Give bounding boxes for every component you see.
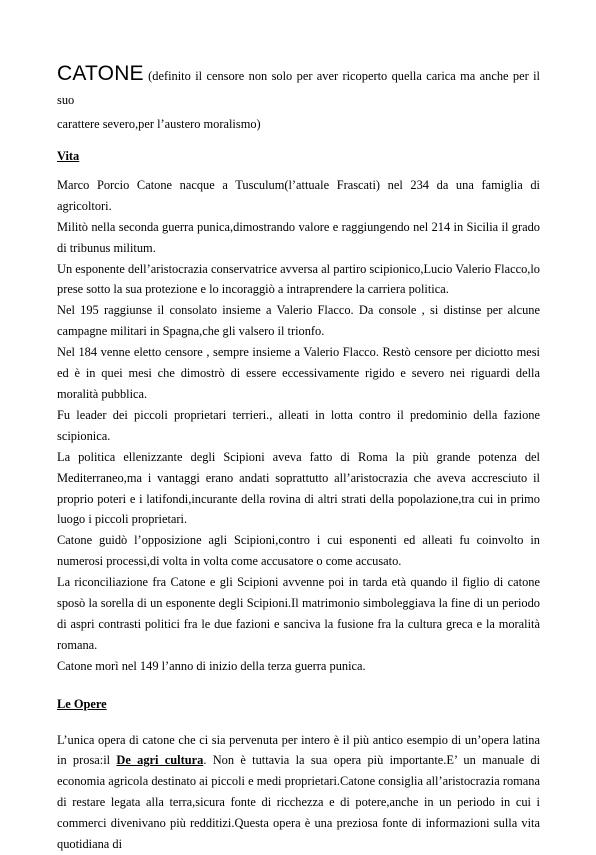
paragraph: Fu leader dei piccoli proprietari terrieri., alleati in lotta contro il predominio della fazione scipionica. [57, 407, 540, 443]
section-heading-vita: Vita [57, 149, 80, 163]
paragraph: Militò nella seconda guerra punica,dimostrando valore e raggiungendo nel 214 in Sicilia il grado di tribunus militum. [57, 219, 540, 255]
paragraph: La riconciliazione fra Catone e gli Scipioni avvenne poi in tarda età quando il figlio di catone sposò la sorella di un esponente degli Scipioni.Il matrimonio simboleggiava la fine di un periodo di aspri contrasti politici fra le due fazioni e sanciva la fusione fra la cultura greca e la moralità romana. [57, 575, 540, 652]
paragraph: Nel 195 raggiunse il consolato insieme a Valerio Flacco. Da console , si distinse per alcune campagne militari in Spagna,che gli valsero il trionfo. [57, 303, 540, 339]
section-opere [57, 730, 540, 855]
paragraph: Nel 184 venne eletto censore , sempre insieme a Valerio Flacco. Restò censore per diciotto mesi ed è in quei mesi che dimostrò di essere eccessivamente rigido e severo nei riguardi della moralità pubblica. [57, 345, 540, 401]
paragraph: La politica ellenizzante degli Scipioni aveva fatto di Roma la più grande potenza del Mediterraneo,ma i vantaggi erano andati soprattutto all’aristocrazia che aveva accresciuto il proprio poteri e i latifondi,incurante della rovina di altri strati della popolazione,tra cui in primo luogo i piccoli proprietari. [57, 449, 540, 527]
work-title: De agri cultura [116, 753, 204, 768]
paragraph: Catone guidò l’opposizione agli Scipioni,contro i cui esponenti ed alleati fu coinvolto in numerosi processi,di volta in volta come accusatore o come accusato. [57, 533, 540, 569]
title-line [57, 62, 540, 112]
title-note-continued: carattere severo,per l’austero moralismo) [57, 117, 261, 131]
page-title: CATONE [57, 62, 144, 85]
paragraph: Un esponente dell’aristocrazia conservatrice avversa al partiro scipionico,Lucio Valerio Flacco,lo prese sotto la sua protezione e lo incoraggiò a intraprendere la carriera politica. [57, 261, 540, 297]
section-vita [57, 175, 540, 677]
section-heading-opere: Le Opere [57, 696, 107, 711]
opere-text-after: . Non è tuttavia la sua opera più importante.E’ un manuale di economia agricola destinato ai piccoli e medi proprietari.Catone consiglia all’aristocrazia romana di restare legata alla terra,sicura fonte di ricchezza e di potere,anche in un periodo in cui i commerci divenivano più redditizi.Questa opera è una preziosa fonte di informazioni sulla vita quotidiana di [57, 753, 541, 852]
document-page [57, 62, 540, 855]
opere-text-before: L’unica opera di catone che ci sia pervenuta per intero è il più antico esempio di un’opera latina in prosa:il [57, 732, 540, 768]
paragraph: Catone morì nel 149 l’anno di inizio della terza guerra punica. [57, 658, 366, 673]
paragraph [57, 730, 540, 855]
title-note: (definito il censore non solo per aver ricoperto quella carica ma anche per il suo [57, 69, 540, 107]
paragraph: Marco Porcio Catone nacque a Tusculum(l’attuale Frascati) nel 234 da una famiglia di agricoltori. [57, 177, 540, 213]
